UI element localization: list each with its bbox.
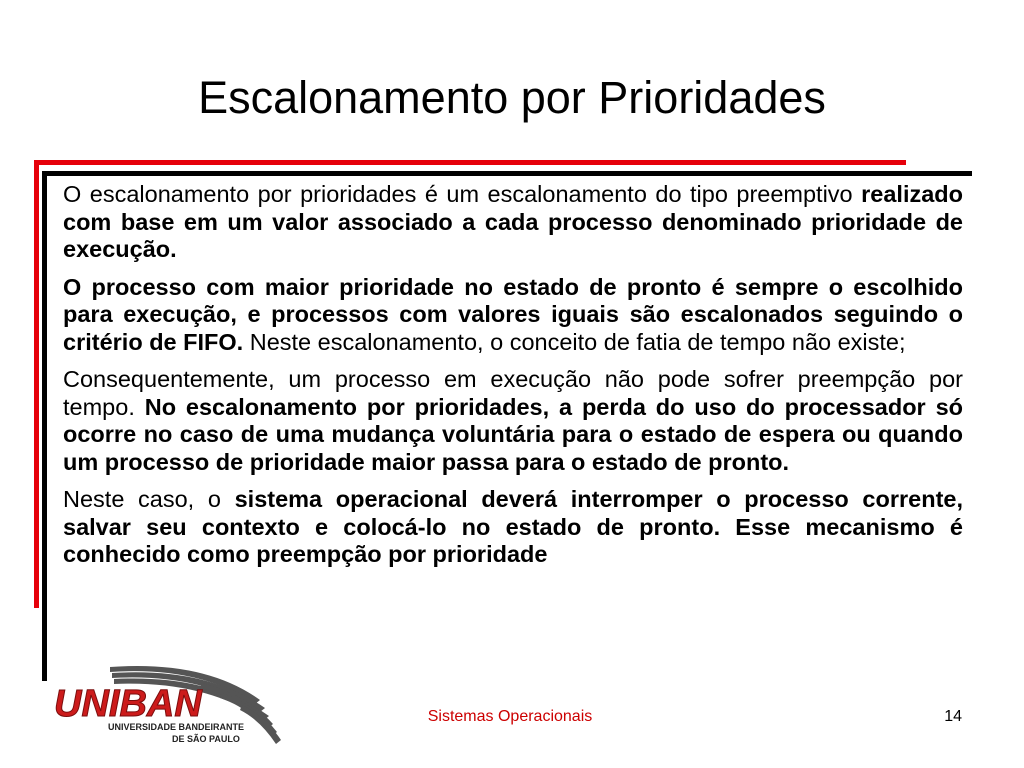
slide-body xyxy=(63,181,963,579)
logo-wordmark: UNIBAN xyxy=(54,683,202,725)
body-paragraph xyxy=(63,181,963,264)
footer-page-number: 14 xyxy=(944,708,962,725)
paragraph-text: Neste caso, o xyxy=(63,486,235,512)
paragraph-bold-text: realizado com base em um valor associado a cada processo denominado prioridade de execução. xyxy=(63,181,963,262)
paragraph-bold-text: O processo com maior prioridade no estado de pronto é sempre o escolhido para execução, e processos com valores iguais são escalonados seguindo o critério de FIFO. xyxy=(63,273,963,355)
logo-subtitle-line2: DE SÃO PAULO xyxy=(172,734,240,744)
paragraph-bold-text: No escalonamento por prioridades, a perda do uso do processador só ocorre no caso de uma mudança voluntária para o estado de espera ou quando um processo de prioridade maior passa para o estado de pronto. xyxy=(63,393,963,475)
frame-red-left-line xyxy=(34,160,39,608)
frame-black-top-line xyxy=(42,171,972,176)
slide-title: Escalonamento por Prioridades xyxy=(198,72,826,123)
paragraph-text: Consequentemente, um processo em execução não pode sofrer preempção por tempo. xyxy=(63,366,963,420)
frame-red-top-line xyxy=(34,160,906,165)
uniban-logo xyxy=(50,664,290,748)
footer-course-name: Sistemas Operacionais xyxy=(427,708,593,725)
frame-black-left-line xyxy=(42,171,47,681)
body-paragraph xyxy=(63,366,963,476)
paragraph-text: O escalonamento por prioridades é um escalonamento do tipo preemptivo xyxy=(63,181,862,207)
paragraph-bold-text: sistema operacional deverá interromper o processo corrente, salvar seu contexto e colocá-lo no estado de pronto. Esse mecanismo é conhecido como preempção por prioridade xyxy=(63,486,963,567)
paragraph-text: Neste escalonamento, o conceito de fatia de tempo não existe; xyxy=(243,328,906,355)
body-paragraph xyxy=(63,486,963,569)
logo-subtitle-line1: UNIVERSIDADE BANDEIRANTE xyxy=(108,722,245,732)
body-paragraph xyxy=(63,274,963,357)
